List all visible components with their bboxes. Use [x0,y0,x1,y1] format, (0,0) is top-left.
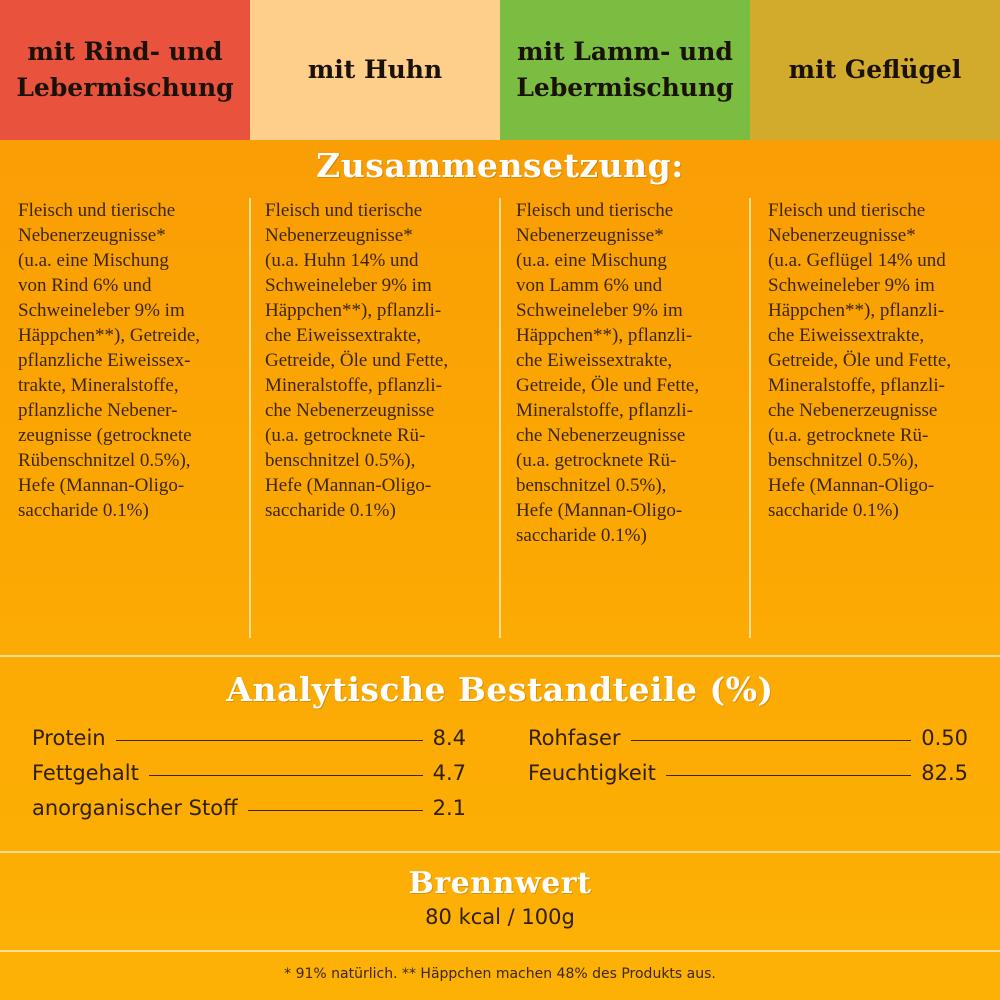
analysis-row-fibre [528,726,968,756]
composition-columns [0,198,1000,638]
section-divider [0,950,1000,952]
leader-line [631,740,912,741]
analysis-label: anorganischer Stoff [32,796,238,820]
footnote: * 91% natürlich. ** Häppchen machen 48% des Produkts aus. [284,966,716,982]
composition-text-beef-liver: Fleisch und tierische Nebenerzeugnisse* (u.a. eine Mischung von Rind 6% und Schweineleber 9% im Häppchen**), Getreide, pflanzliche Eiweissex- trakte, Mineralstoffe, pflanzliche Nebener- zeugnisse (getrocknete Rübenschnitzel 0.5%), Hefe (Mannan-Oligo- saccharide 0.1%) [18,200,201,521]
leader-line [116,740,423,741]
analysis-row-protein [32,726,466,756]
analysis-label: Rohfaser [528,726,621,750]
analysis-value: 0.50 [921,726,968,750]
analysis-value: 2.1 [432,796,466,820]
composition-text-chicken: Fleisch und tierische Nebenerzeugnisse* (u.a. Huhn 14% und Schweineleber 9% im Häppchen**), pflanzli- che Eiweissextrakte, Getreide, Öle und Fette, Mineralstoffe, pflanzli- che Nebenerzeugnisse (u.a. getrocknete Rü- benschnitzel 0.5%), Hefe (Mannan-Oligo- saccharide 0.1%) [265,200,449,521]
composition-text-poultry: Fleisch und tierische Nebenerzeugnisse* (u.a. Geflügel 14% und Schweineleber 9% im Häppchen**), pflanzli- che Eiweissextrakte, Getreide, Öle und Fette, Mineralstoffe, pflanzli- che Nebenerzeugnisse (u.a. getrocknete Rü- benschnitzel 0.5%), Hefe (Mannan-Oligo- saccharide 0.1%) [768,200,952,521]
analysis-label: Feuchtigkeit [528,761,656,785]
section-divider [0,655,1000,657]
variant-header-lamb-liver: mit Lamm- und Lebermischung [500,0,750,140]
analysis-row-ash [32,796,466,826]
variant-header-chicken: mit Huhn [250,0,500,140]
analysis-row-moisture [528,761,968,791]
leader-line [666,775,911,776]
leader-line [248,810,423,811]
column-divider [249,198,251,638]
variant-header-poultry: mit Geflügel [750,0,1000,140]
energy-title: Brennwert [408,866,592,901]
column-divider [749,198,751,638]
analysis-row-fat [32,761,466,791]
variant-header-beef-liver: mit Rind- und Lebermischung [0,0,250,140]
analysis-value: 82.5 [921,761,968,785]
composition-title: Zusammensetzung: [316,146,684,185]
analysis-label: Protein [32,726,106,750]
analysis-value: 8.4 [432,726,466,750]
analysis-value: 4.7 [432,761,466,785]
energy-value: 80 kcal / 100g [425,905,575,929]
composition-text-lamb-liver: Fleisch und tierische Nebenerzeugnisse* (u.a. eine Mischung von Lamm 6% und Schweineleber 9% im Häppchen**), pflanzli- che Eiweissextrakte, Getreide, Öle und Fette, Mineralstoffe, pflanzli- che Nebenerzeugnisse (u.a. getrocknete Rü- benschnitzel 0.5%), Hefe (Mannan-Oligo- saccharide 0.1%) [516,200,700,546]
analysis-label: Fettgehalt [32,761,139,785]
leader-line [149,775,423,776]
variant-header-row [0,0,1000,140]
analysis-title: Analytische Bestandteile (%) [226,670,774,709]
section-divider [0,851,1000,853]
column-divider [499,198,501,638]
